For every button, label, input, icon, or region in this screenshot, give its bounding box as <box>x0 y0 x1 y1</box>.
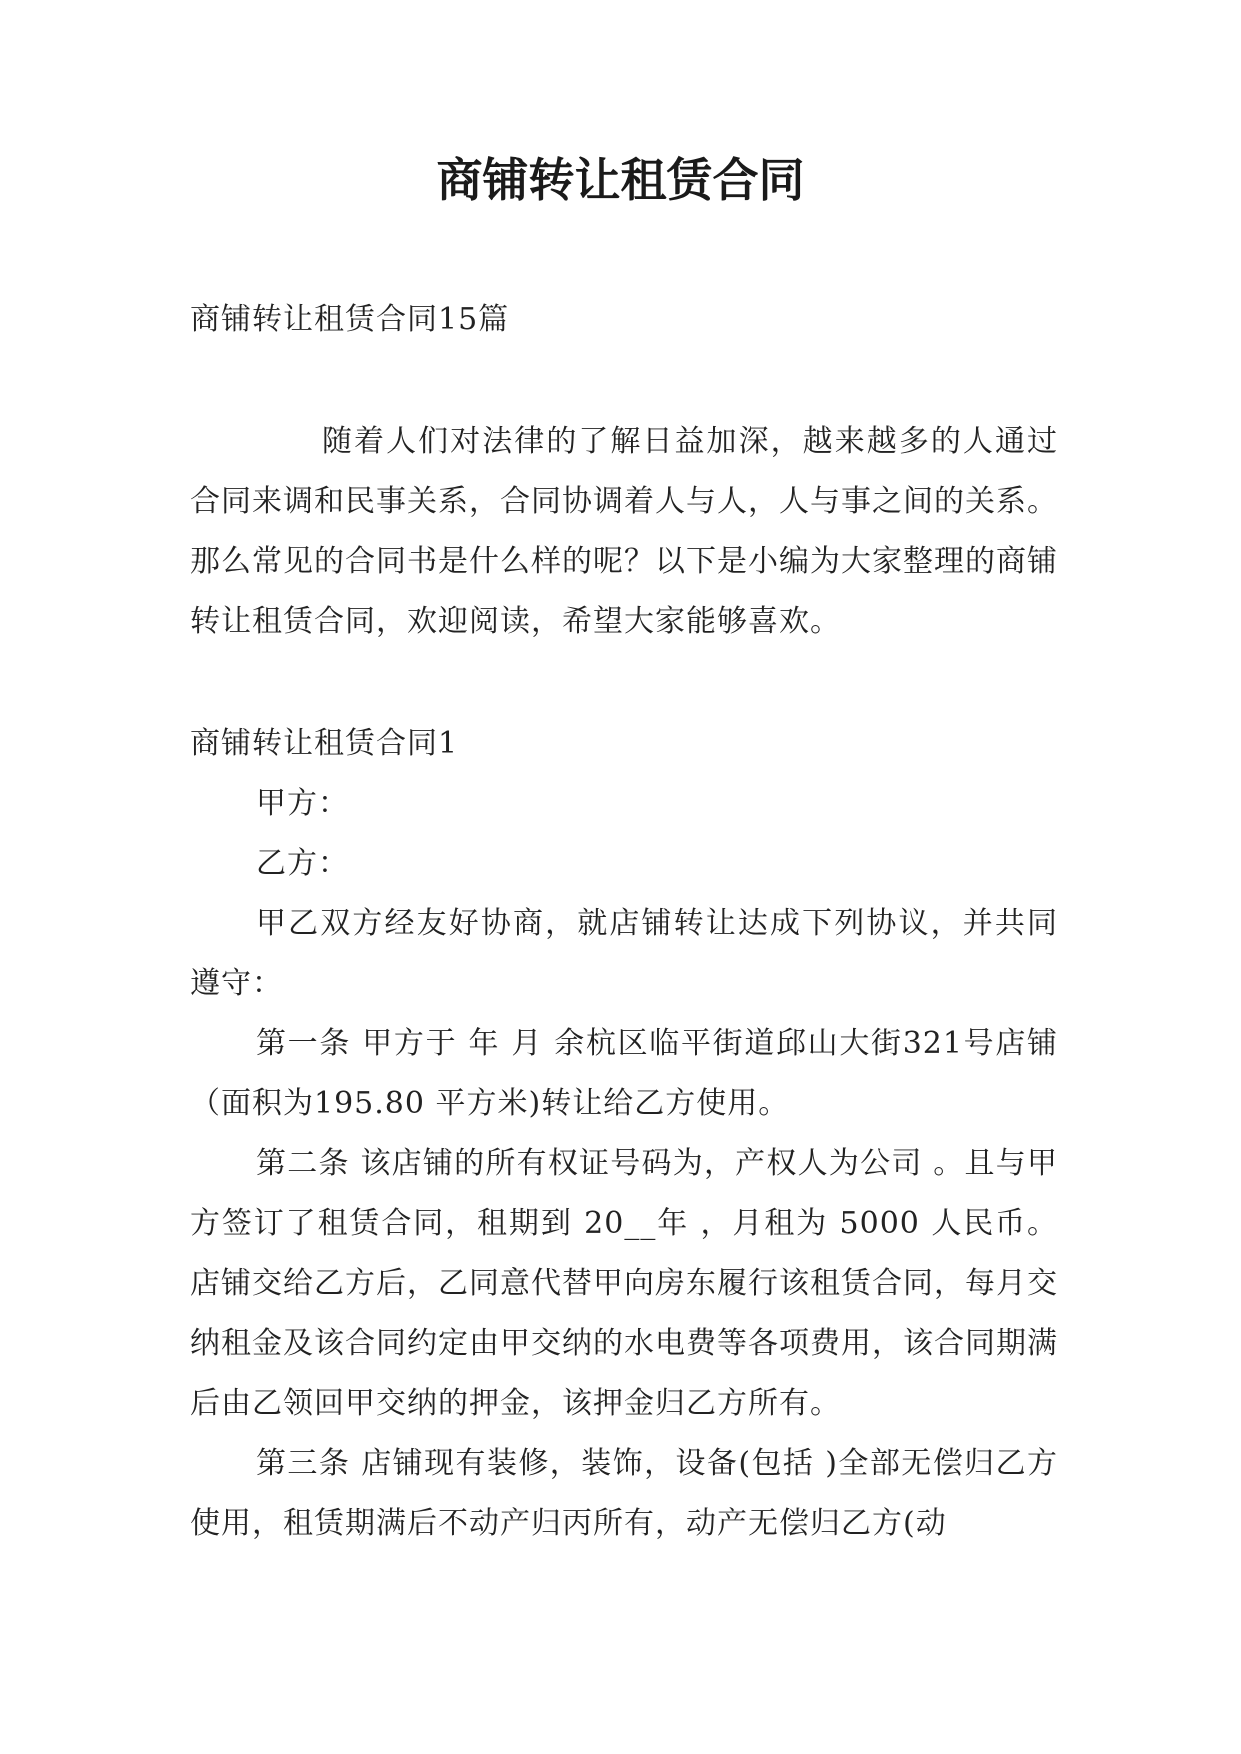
party-a-line: 甲方： <box>256 786 349 821</box>
section-heading: 商铺转让租赁合同1 <box>190 726 459 761</box>
document-title: 商铺转让租赁合同 <box>436 153 805 207</box>
party-b-line: 乙方： <box>256 846 349 881</box>
article-2-paragraph: 第二条 该店铺的所有权证号码为，产权人为公司 。且与甲方签订了租赁合同，租期到 20__年 ，月租为 5000 人民币。店铺交给乙方后，乙同意代替甲向房东履行该租赁合同，每月交纳租金及该合同约定由甲交纳的水电费等各项费用，该合同期满后由乙领回甲交纳的押金，该押金归乙方所有。 <box>190 1146 1058 1421</box>
intro-paragraph: 随着人们对法律的了解日益加深，越来越多的人通过合同来调和民事关系，合同协调着人与人，人与事之间的关系。那么常见的合同书是什么样的呢？以下是小编为大家整理的商铺转让租赁合同，欢迎阅读，希望大家能够喜欢。 <box>190 424 1058 639</box>
document-body <box>190 290 1058 1554</box>
article-1-paragraph: 第一条 甲方于 年 月 余杭区临平街道邱山大街321号店铺（面积为195.80 平方米)转让给乙方使用。 <box>190 1026 1058 1121</box>
document-subtitle: 商铺转让租赁合同15篇 <box>190 302 510 337</box>
preamble-paragraph: 甲乙双方经友好协商，就店铺转让达成下列协议，并共同遵守： <box>190 906 1058 1001</box>
article-3-paragraph: 第三条 店铺现有装修，装饰，设备(包括 )全部无偿归乙方使用，租赁期满后不动产归丙所有，动产无偿归乙方(动 <box>190 1446 1058 1541</box>
